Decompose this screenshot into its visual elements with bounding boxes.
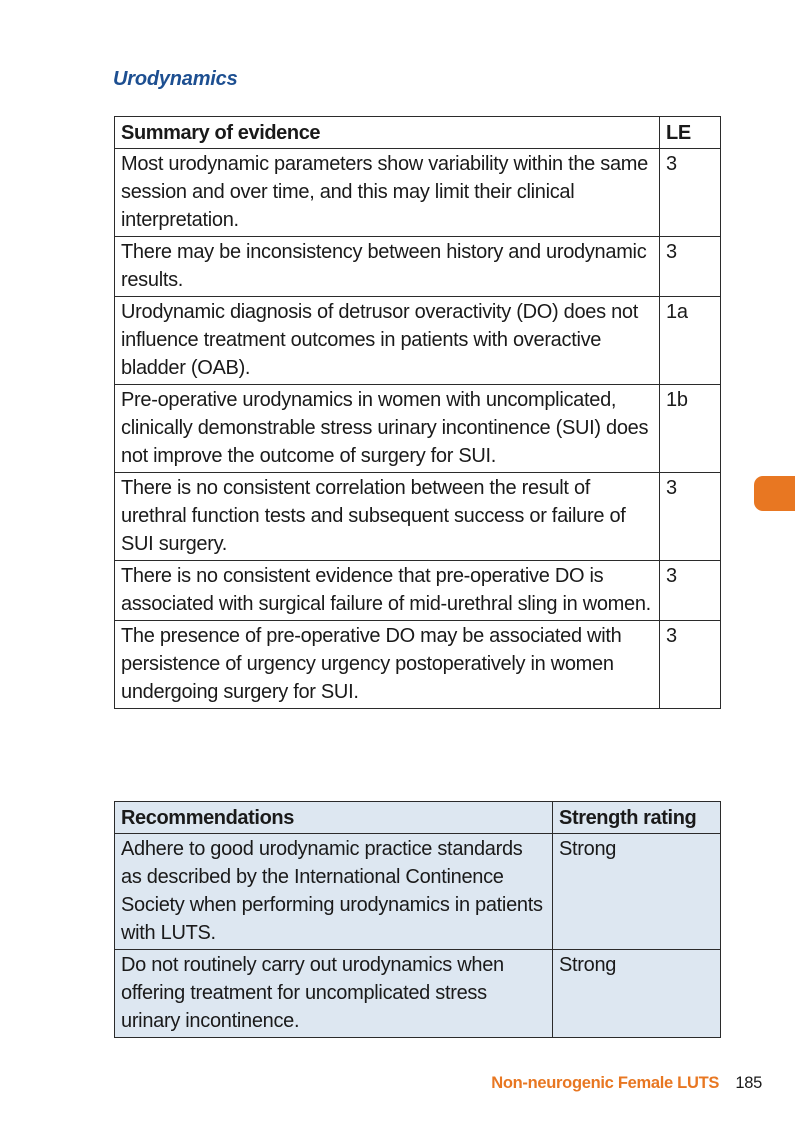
- table-header-row: [115, 802, 721, 834]
- table-row: [115, 950, 721, 1038]
- table-header-row: [115, 117, 721, 149]
- evidence-text: There is no consistent evidence that pre-operative DO is associated with surgical failure of mid-urethral sling in women.: [115, 561, 660, 621]
- evidence-level: 3: [660, 621, 721, 709]
- table-row: [115, 834, 721, 950]
- evidence-level: 1b: [660, 385, 721, 473]
- recommendations-header: Recommendations: [115, 802, 553, 834]
- summary-of-evidence-header: Summary of evidence: [115, 117, 660, 149]
- evidence-level: 3: [660, 149, 721, 237]
- strength-rating: Strong: [553, 950, 721, 1038]
- page-number: 185: [735, 1074, 762, 1092]
- evidence-text: There is no consistent correlation between the result of urethral function tests and subsequent success or failure of SUI surgery.: [115, 473, 660, 561]
- evidence-text: Most urodynamic parameters show variability within the same session and over time, and this may limit their clinical interpretation.: [115, 149, 660, 237]
- table-row: [115, 385, 721, 473]
- recommendation-text: Adhere to good urodynamic practice standards as described by the International Continence Society when performing urodynamics in patients with LUTS.: [115, 834, 553, 950]
- evidence-text: Urodynamic diagnosis of detrusor overactivity (DO) does not influence treatment outcomes in patients with overactive bladder (OAB).: [115, 297, 660, 385]
- page-footer: [491, 1074, 762, 1093]
- evidence-level: 1a: [660, 297, 721, 385]
- evidence-summary-table: [114, 116, 721, 709]
- table-row: [115, 149, 721, 237]
- table-row: [115, 237, 721, 297]
- evidence-level: 3: [660, 473, 721, 561]
- chapter-title: Non-neurogenic Female LUTS: [491, 1074, 720, 1092]
- evidence-text: There may be inconsistency between history and urodynamic results.: [115, 237, 660, 297]
- recommendations-table: [114, 801, 721, 1038]
- table-row: [115, 561, 721, 621]
- le-header: LE: [660, 117, 721, 149]
- evidence-text: Pre-operative urodynamics in women with uncomplicated, clinically demonstrable stress urinary incontinence (SUI) does not improve the outcome of surgery for SUI.: [115, 385, 660, 473]
- recommendation-text: Do not routinely carry out urodynamics when offering treatment for uncomplicated stress urinary incontinence.: [115, 950, 553, 1038]
- table-row: [115, 621, 721, 709]
- evidence-level: 3: [660, 237, 721, 297]
- section-title: Urodynamics: [113, 68, 238, 90]
- chapter-side-tab: [754, 476, 795, 511]
- table-row: [115, 473, 721, 561]
- evidence-level: 3: [660, 561, 721, 621]
- strength-rating-header: Strength rating: [553, 802, 721, 834]
- table-row: [115, 297, 721, 385]
- evidence-text: The presence of pre-operative DO may be associated with persistence of urgency urgency postoperatively in women undergoing surgery for SUI.: [115, 621, 660, 709]
- strength-rating: Strong: [553, 834, 721, 950]
